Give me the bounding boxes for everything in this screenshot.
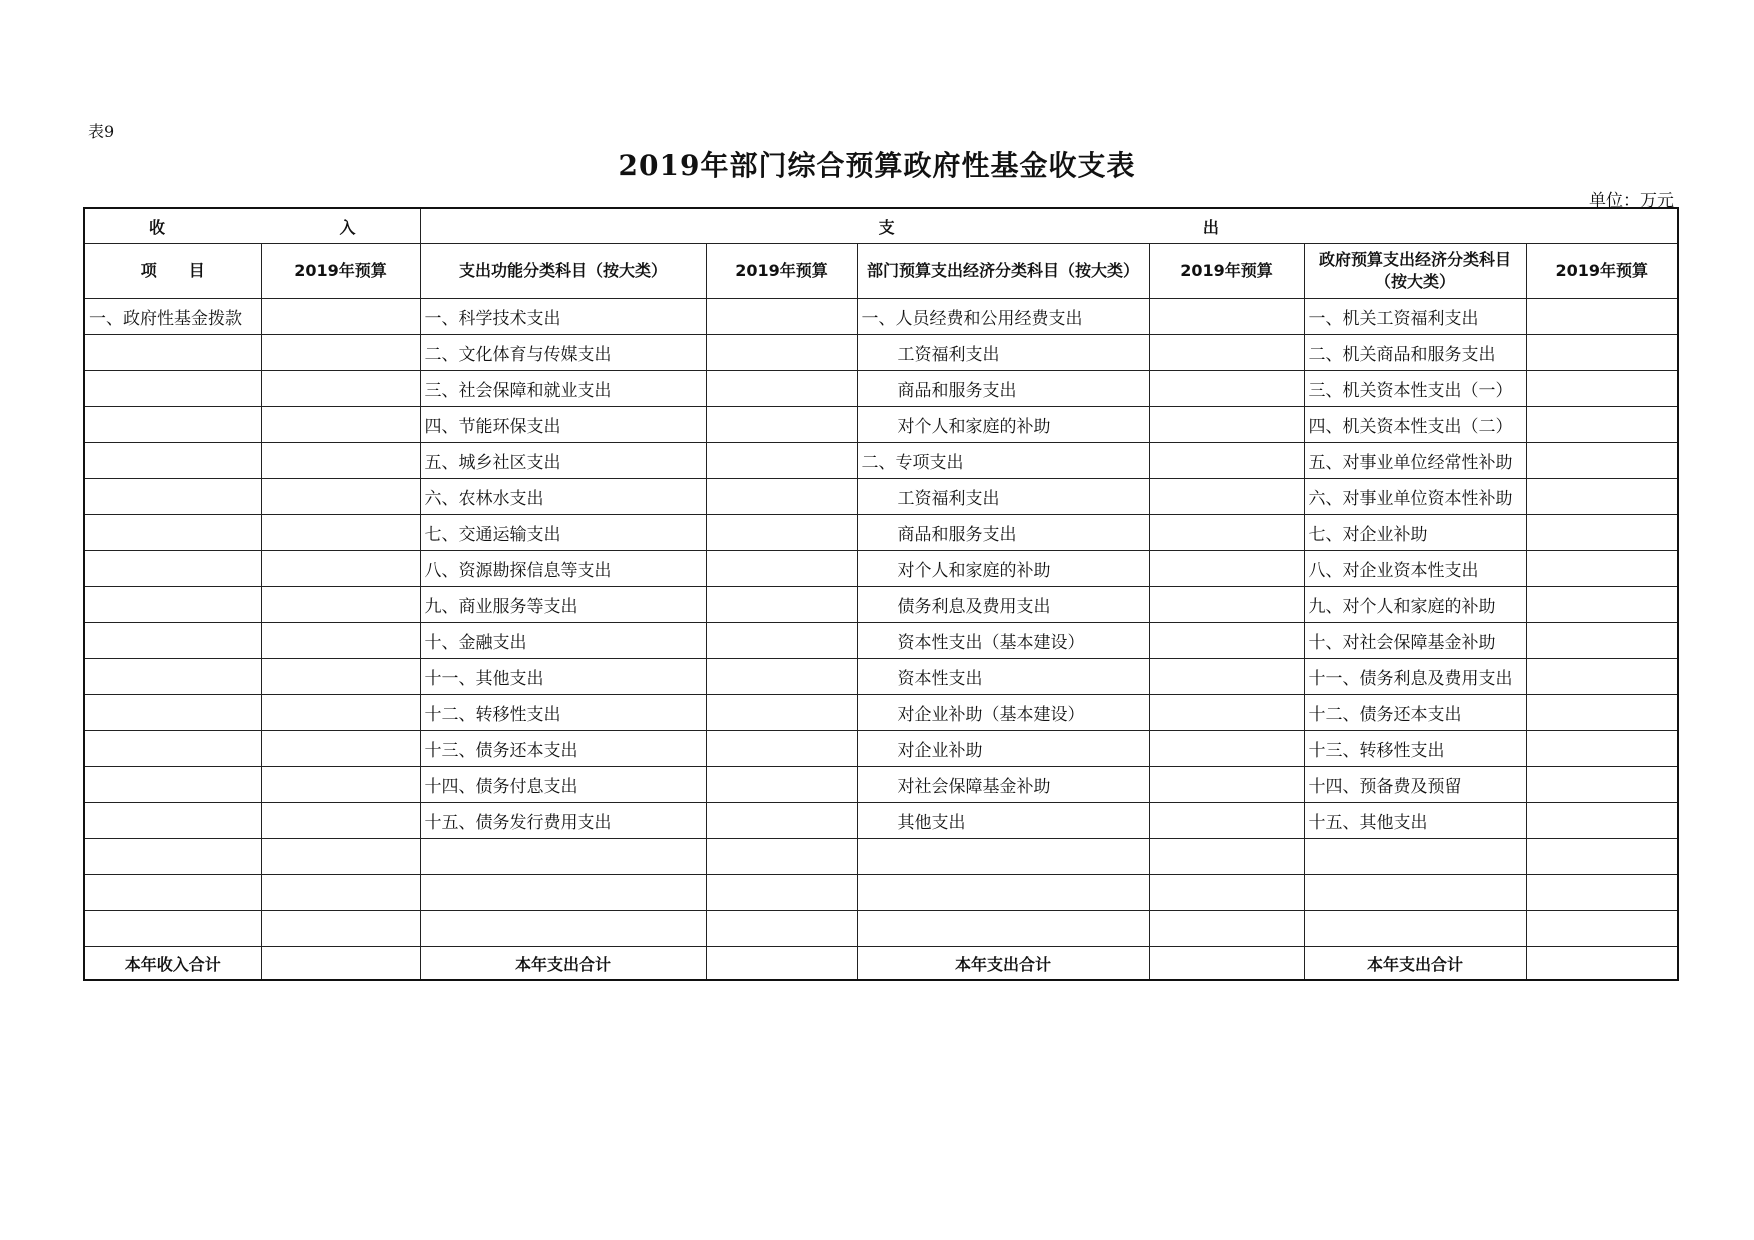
func-class-cell: 四、节能环保支出 — [420, 407, 706, 443]
dept-econ-cell: 一、人员经费和公用经费支出 — [857, 299, 1149, 335]
func-class-cell: 六、农林水支出 — [420, 479, 706, 515]
budget-cell — [1149, 803, 1304, 839]
budget-cell — [261, 407, 420, 443]
budget-cell — [1149, 479, 1304, 515]
table-row — [84, 587, 1678, 623]
budget-cell — [1526, 479, 1678, 515]
dept-econ-cell: 工资福利支出 — [857, 335, 1149, 371]
dept-econ-cell — [857, 911, 1149, 947]
budget-cell — [1149, 911, 1304, 947]
item-cell: 一、政府性基金拨款 — [84, 299, 261, 335]
budget-cell — [706, 839, 857, 875]
gov-econ-cell: 十五、其他支出 — [1304, 803, 1526, 839]
func-class-cell: 十二、转移性支出 — [420, 695, 706, 731]
table-row — [84, 839, 1678, 875]
budget-cell — [261, 803, 420, 839]
budget-cell — [1149, 335, 1304, 371]
func-class-cell — [420, 875, 706, 911]
budget-cell — [706, 551, 857, 587]
dept-econ-cell: 对个人和家庭的补助 — [857, 407, 1149, 443]
col-header-budget-2: 2019年预算 — [706, 244, 857, 299]
budget-cell — [1526, 371, 1678, 407]
budget-cell — [1526, 839, 1678, 875]
col-header-func-class: 支出功能分类科目（按大类） — [420, 244, 706, 299]
income-char-1: 收 — [149, 217, 166, 237]
budget-cell — [261, 695, 420, 731]
item-cell — [84, 515, 261, 551]
func-class-cell: 十五、债务发行费用支出 — [420, 803, 706, 839]
col-header-budget-3: 2019年预算 — [1149, 244, 1304, 299]
budget-cell — [1526, 767, 1678, 803]
budget-cell — [261, 731, 420, 767]
budget-cell — [261, 587, 420, 623]
col-header-budget-4: 2019年预算 — [1526, 244, 1678, 299]
budget-cell — [261, 443, 420, 479]
budget-cell — [1149, 731, 1304, 767]
table-row — [84, 875, 1678, 911]
dept-econ-cell: 对企业补助 — [857, 731, 1149, 767]
budget-cell — [1526, 731, 1678, 767]
item-cell — [84, 695, 261, 731]
total-expense-label-1: 本年支出合计 — [420, 947, 706, 981]
budget-cell — [261, 911, 420, 947]
dept-econ-cell: 商品和服务支出 — [857, 371, 1149, 407]
func-class-cell: 三、社会保障和就业支出 — [420, 371, 706, 407]
budget-cell — [1526, 299, 1678, 335]
budget-cell — [706, 479, 857, 515]
item-cell — [84, 371, 261, 407]
budget-cell — [1526, 911, 1678, 947]
total-row — [84, 947, 1678, 981]
budget-cell — [261, 875, 420, 911]
table-row — [84, 479, 1678, 515]
total-expense-value-3 — [1526, 947, 1678, 981]
func-class-cell: 十一、其他支出 — [420, 659, 706, 695]
column-header-row — [84, 244, 1678, 299]
table-row — [84, 767, 1678, 803]
income-group-header — [84, 208, 420, 244]
item-cell — [84, 587, 261, 623]
budget-cell — [706, 695, 857, 731]
expense-char-2: 出 — [1202, 217, 1219, 237]
budget-cell — [261, 515, 420, 551]
budget-cell — [706, 731, 857, 767]
budget-cell — [706, 587, 857, 623]
func-class-cell: 二、文化体育与传媒支出 — [420, 335, 706, 371]
gov-econ-cell — [1304, 839, 1526, 875]
budget-cell — [261, 767, 420, 803]
budget-cell — [706, 803, 857, 839]
page-title: 2019年部门综合预算政府性基金收支表 — [618, 149, 1136, 182]
item-cell — [84, 479, 261, 515]
item-cell — [84, 623, 261, 659]
func-class-cell: 八、资源勘探信息等支出 — [420, 551, 706, 587]
budget-cell — [1526, 659, 1678, 695]
func-class-cell: 十四、债务付息支出 — [420, 767, 706, 803]
budget-cell — [706, 407, 857, 443]
dept-econ-cell: 对企业补助（基本建设） — [857, 695, 1149, 731]
func-class-cell: 十三、债务还本支出 — [420, 731, 706, 767]
total-expense-value-1 — [706, 947, 857, 981]
budget-cell — [1526, 623, 1678, 659]
gov-econ-cell — [1304, 911, 1526, 947]
item-cell — [84, 911, 261, 947]
group-header-row — [84, 208, 1678, 244]
expense-char-1: 支 — [878, 217, 895, 237]
budget-cell — [706, 371, 857, 407]
budget-cell — [706, 911, 857, 947]
table-row — [84, 695, 1678, 731]
budget-cell — [706, 515, 857, 551]
dept-econ-cell — [857, 875, 1149, 911]
col-header-dept-econ-class: 部门预算支出经济分类科目（按大类） — [857, 244, 1149, 299]
dept-econ-cell: 二、专项支出 — [857, 443, 1149, 479]
col-header-item: 项 目 — [84, 244, 261, 299]
budget-cell — [1149, 623, 1304, 659]
budget-cell — [1149, 875, 1304, 911]
gov-econ-cell: 一、机关工资福利支出 — [1304, 299, 1526, 335]
budget-cell — [706, 767, 857, 803]
gov-econ-cell: 七、对企业补助 — [1304, 515, 1526, 551]
table-label: 表9 — [88, 122, 115, 141]
budget-table — [83, 207, 1679, 981]
item-cell — [84, 551, 261, 587]
total-expense-label-3: 本年支出合计 — [1304, 947, 1526, 981]
dept-econ-cell: 债务利息及费用支出 — [857, 587, 1149, 623]
item-cell — [84, 407, 261, 443]
table-row — [84, 299, 1678, 335]
budget-cell — [1149, 371, 1304, 407]
item-cell — [84, 767, 261, 803]
table-row — [84, 515, 1678, 551]
budget-cell — [1149, 299, 1304, 335]
gov-econ-cell: 十二、债务还本支出 — [1304, 695, 1526, 731]
gov-econ-cell: 十一、债务利息及费用支出 — [1304, 659, 1526, 695]
table-row — [84, 371, 1678, 407]
dept-econ-cell: 资本性支出 — [857, 659, 1149, 695]
func-class-cell — [420, 839, 706, 875]
budget-cell — [261, 551, 420, 587]
gov-econ-cell: 十、对社会保障基金补助 — [1304, 623, 1526, 659]
table-row — [84, 731, 1678, 767]
budget-cell — [261, 659, 420, 695]
budget-cell — [1526, 803, 1678, 839]
total-income-label: 本年收入合计 — [84, 947, 261, 981]
gov-econ-cell: 十四、预备费及预留 — [1304, 767, 1526, 803]
col-header-budget-1: 2019年预算 — [261, 244, 420, 299]
budget-cell — [706, 299, 857, 335]
dept-econ-cell: 工资福利支出 — [857, 479, 1149, 515]
gov-econ-cell: 二、机关商品和服务支出 — [1304, 335, 1526, 371]
budget-cell — [706, 335, 857, 371]
gov-econ-cell: 三、机关资本性支出（一） — [1304, 371, 1526, 407]
func-class-cell: 十、金融支出 — [420, 623, 706, 659]
budget-cell — [1149, 551, 1304, 587]
budget-cell — [1149, 839, 1304, 875]
budget-cell — [706, 443, 857, 479]
budget-cell — [706, 659, 857, 695]
budget-cell — [1526, 407, 1678, 443]
budget-cell — [261, 335, 420, 371]
budget-cell — [1526, 875, 1678, 911]
gov-econ-cell: 五、对事业单位经常性补助 — [1304, 443, 1526, 479]
gov-econ-cell: 八、对企业资本性支出 — [1304, 551, 1526, 587]
budget-cell — [706, 623, 857, 659]
table-row — [84, 335, 1678, 371]
budget-cell — [261, 479, 420, 515]
table-row — [84, 803, 1678, 839]
item-cell — [84, 443, 261, 479]
func-class-cell: 五、城乡社区支出 — [420, 443, 706, 479]
total-expense-label-2: 本年支出合计 — [857, 947, 1149, 981]
budget-cell — [1149, 767, 1304, 803]
dept-econ-cell: 商品和服务支出 — [857, 515, 1149, 551]
gov-econ-cell: 六、对事业单位资本性补助 — [1304, 479, 1526, 515]
table-row — [84, 407, 1678, 443]
item-cell — [84, 731, 261, 767]
dept-econ-cell: 资本性支出（基本建设） — [857, 623, 1149, 659]
budget-cell — [1526, 515, 1678, 551]
item-cell — [84, 839, 261, 875]
budget-cell — [1149, 515, 1304, 551]
budget-cell — [261, 299, 420, 335]
table-row — [84, 443, 1678, 479]
table-row — [84, 659, 1678, 695]
budget-cell — [706, 875, 857, 911]
budget-cell — [1149, 659, 1304, 695]
dept-econ-cell: 其他支出 — [857, 803, 1149, 839]
table-body — [84, 299, 1678, 947]
expense-group-header — [420, 208, 1678, 244]
budget-cell — [261, 371, 420, 407]
dept-econ-cell: 对社会保障基金补助 — [857, 767, 1149, 803]
func-class-cell: 一、科学技术支出 — [420, 299, 706, 335]
budget-cell — [1149, 695, 1304, 731]
gov-econ-cell: 十三、转移性支出 — [1304, 731, 1526, 767]
budget-cell — [1149, 443, 1304, 479]
func-class-cell: 七、交通运输支出 — [420, 515, 706, 551]
table-row — [84, 551, 1678, 587]
budget-cell — [1526, 587, 1678, 623]
table-row — [84, 623, 1678, 659]
budget-cell — [1526, 551, 1678, 587]
budget-cell — [1526, 695, 1678, 731]
dept-econ-cell: 对个人和家庭的补助 — [857, 551, 1149, 587]
unit-label: 单位：万元 — [1589, 191, 1674, 211]
budget-cell — [1149, 587, 1304, 623]
gov-econ-cell: 四、机关资本性支出（二） — [1304, 407, 1526, 443]
gov-econ-cell — [1304, 875, 1526, 911]
item-cell — [84, 335, 261, 371]
table-row — [84, 911, 1678, 947]
budget-cell — [261, 839, 420, 875]
dept-econ-cell — [857, 839, 1149, 875]
gov-econ-cell: 九、对个人和家庭的补助 — [1304, 587, 1526, 623]
item-cell — [84, 803, 261, 839]
item-cell — [84, 659, 261, 695]
col-header-gov-econ-class: 政府预算支出经济分类科目（按大类） — [1304, 244, 1526, 299]
total-expense-value-2 — [1149, 947, 1304, 981]
budget-cell — [1526, 335, 1678, 371]
income-char-2: 入 — [339, 217, 356, 237]
func-class-cell: 九、商业服务等支出 — [420, 587, 706, 623]
budget-cell — [261, 623, 420, 659]
budget-cell — [1149, 407, 1304, 443]
func-class-cell — [420, 911, 706, 947]
item-cell — [84, 875, 261, 911]
total-income-value — [261, 947, 420, 981]
budget-cell — [1526, 443, 1678, 479]
